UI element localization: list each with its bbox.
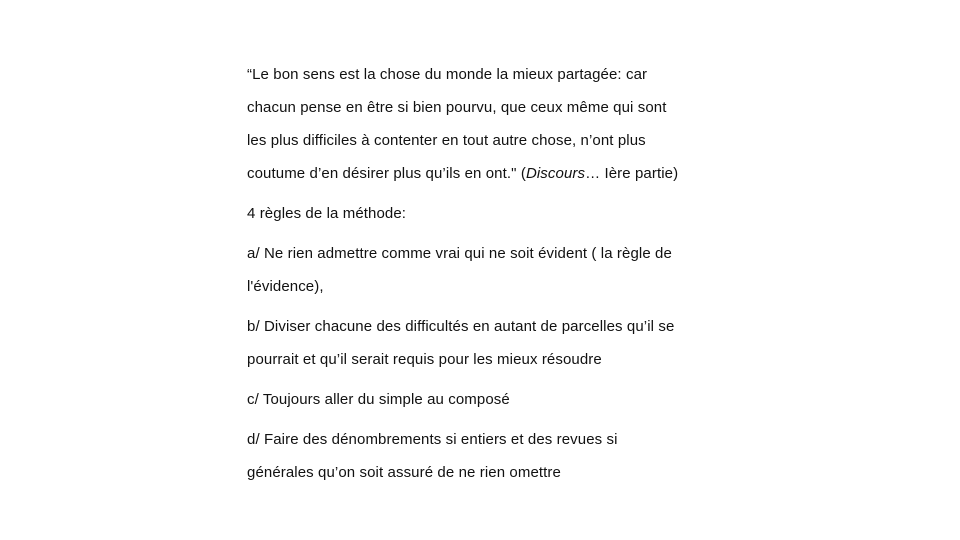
rule-d-line-2: générales qu’on soit assuré de ne rien omettre — [247, 464, 561, 481]
quote-line-4 — [247, 161, 747, 194]
rule-d — [247, 427, 747, 493]
rules-heading — [247, 201, 747, 234]
quote-source-title: Discours — [525, 165, 586, 182]
quote-line-4-start: coutume d’en désirer plus qu’ils en ont." ( — [247, 165, 526, 182]
rule-c-line-1: c/ Toujours aller du simple au composé — [247, 391, 510, 408]
rule-a-line-1: a/ Ne rien admettre comme vrai qui ne soit évident ( la règle de — [247, 245, 672, 262]
rule-b-line-1: b/ Diviser chacune des difficultés en autant de parcelles qu’il se — [247, 318, 675, 335]
rule-b — [247, 314, 747, 380]
rule-a-line-2: l'évidence), — [247, 278, 324, 295]
quote-line-4-end: … Ière partie) — [585, 165, 679, 182]
quote-line-1: “Le bon sens est la chose du monde la mieux partagée: car — [247, 66, 648, 83]
descartes-quote — [247, 62, 747, 194]
quote-line-2: chacun pense en être si bien pourvu, que ceux même qui sont — [247, 99, 667, 116]
rules-heading-text: 4 règles de la méthode: — [247, 205, 407, 222]
rule-a — [247, 241, 747, 307]
rule-b-line-2: pourrait et qu’il serait requis pour les mieux résoudre — [247, 351, 602, 368]
text-block — [247, 62, 747, 493]
rule-c — [247, 387, 747, 420]
rule-d-line-1: d/ Faire des dénombrements si entiers et des revues si — [247, 431, 618, 448]
quote-line-3: les plus difficiles à contenter en tout autre chose, n’ont plus — [247, 132, 646, 149]
